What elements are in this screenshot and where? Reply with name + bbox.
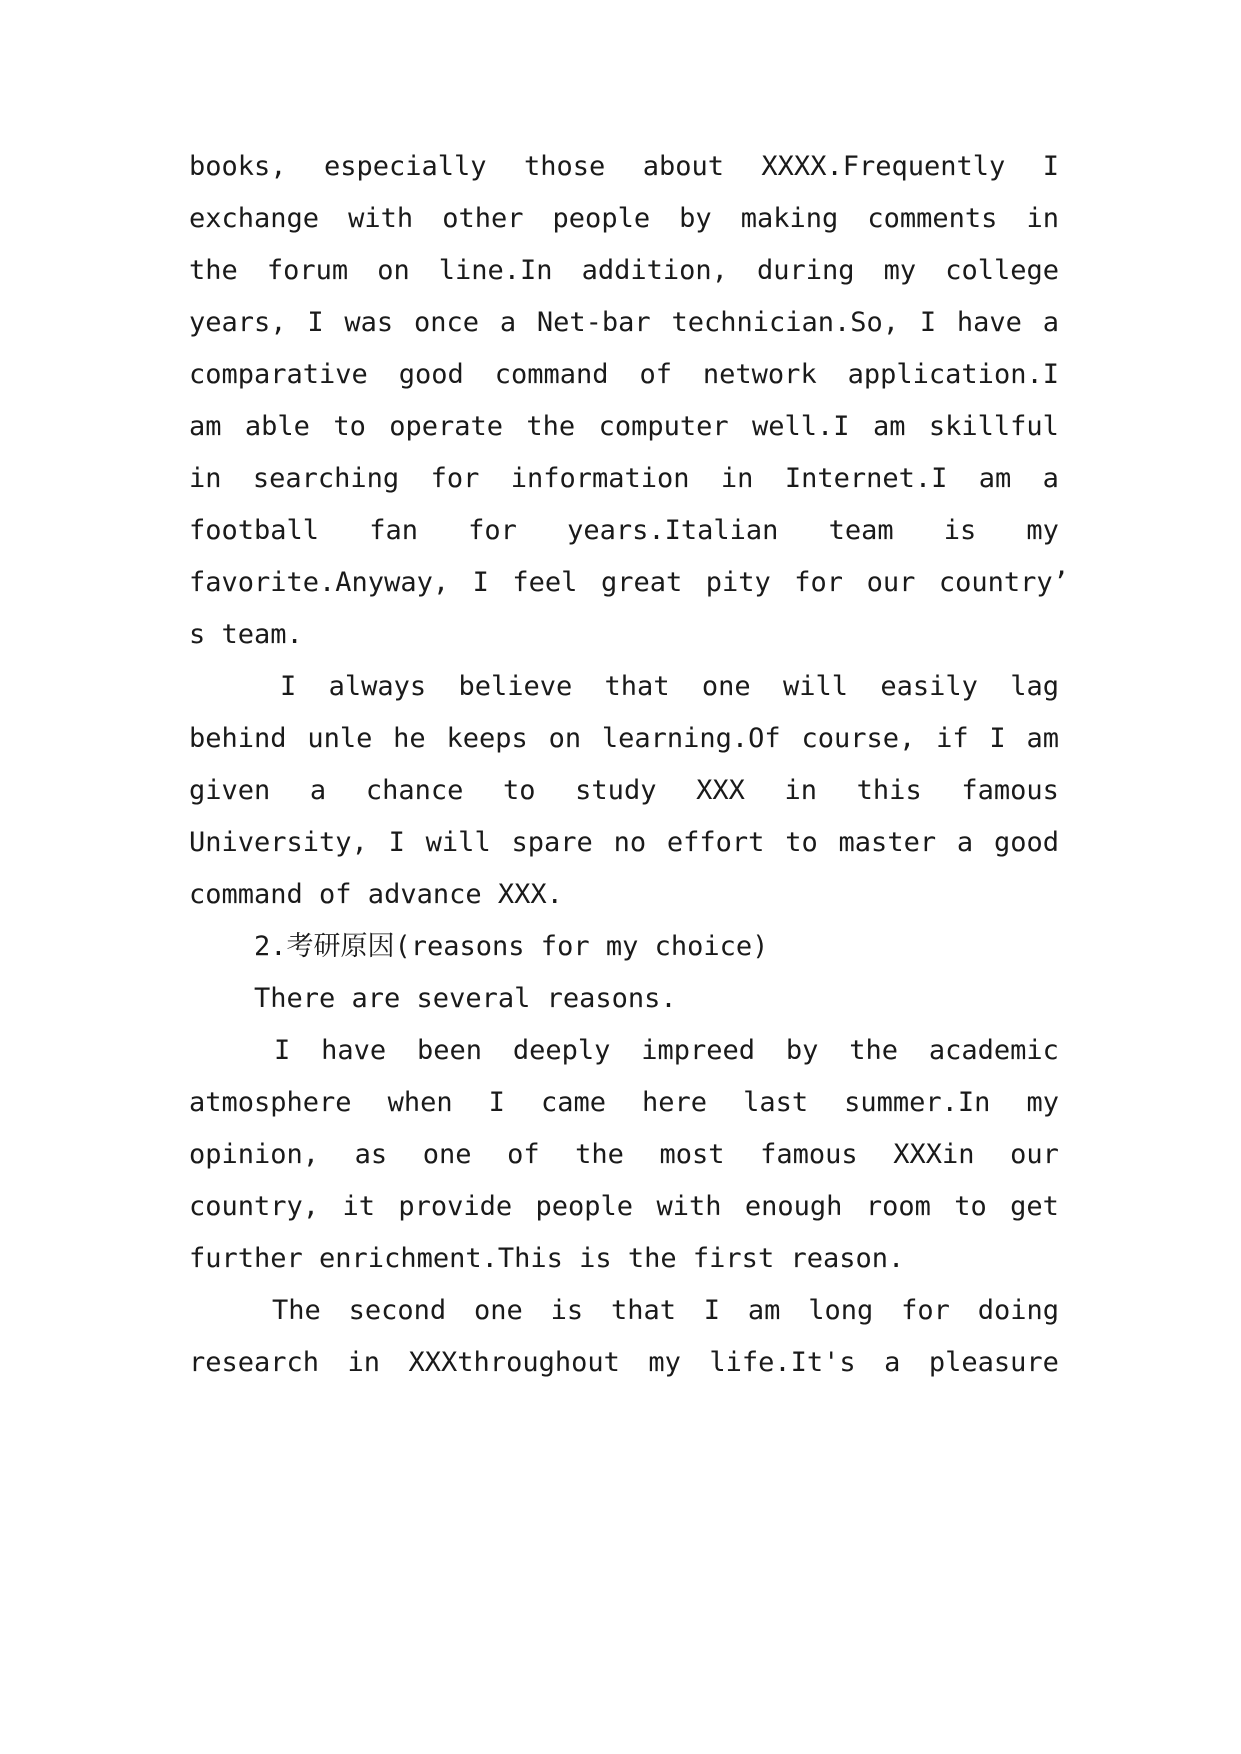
word: it xyxy=(342,1191,375,1222)
text-line xyxy=(189,147,1059,187)
word: easily xyxy=(880,671,978,702)
word: exchange xyxy=(189,203,320,234)
word: a xyxy=(1042,307,1059,338)
text-line xyxy=(189,407,1059,447)
word: given xyxy=(189,775,271,806)
word: line.In xyxy=(438,255,553,286)
word: years.Italian xyxy=(567,515,779,546)
word: I xyxy=(989,723,1006,754)
word: feel xyxy=(512,567,578,598)
word: years, xyxy=(189,307,287,338)
word: am xyxy=(872,411,906,442)
word: am xyxy=(978,463,1012,494)
word: a xyxy=(884,1347,901,1378)
text-line xyxy=(189,771,1059,811)
word: books, xyxy=(189,151,287,182)
text-line xyxy=(189,1083,1059,1123)
word: Net-bar xyxy=(536,307,651,338)
word: people xyxy=(552,203,651,234)
word: country, xyxy=(189,1191,320,1222)
word: atmosphere xyxy=(189,1087,352,1118)
word: in xyxy=(784,775,818,806)
word: to xyxy=(333,411,366,442)
word: pleasure xyxy=(928,1347,1059,1378)
word: XXX xyxy=(696,775,745,806)
word: the xyxy=(526,411,576,442)
word: am xyxy=(189,411,222,442)
word: those xyxy=(523,151,606,182)
word: am xyxy=(747,1295,781,1326)
word: of xyxy=(507,1139,540,1170)
word: XXXthroughout xyxy=(408,1347,620,1378)
text-line: There are several reasons. xyxy=(254,983,677,1014)
word: team xyxy=(828,515,894,546)
text-line xyxy=(189,563,1069,603)
word: country’ xyxy=(938,567,1069,598)
word: second xyxy=(348,1295,447,1326)
word: the xyxy=(849,1035,899,1066)
word: people xyxy=(535,1191,634,1222)
word: on xyxy=(377,255,410,286)
text-line xyxy=(189,459,1059,499)
word: chance xyxy=(365,775,464,806)
text-line xyxy=(189,1135,1059,1175)
word: if xyxy=(936,723,969,754)
word: by xyxy=(785,1035,819,1066)
word: he xyxy=(393,723,426,754)
word: doing xyxy=(977,1295,1059,1326)
word: once xyxy=(413,307,480,338)
word: operate xyxy=(389,411,504,442)
word: for xyxy=(430,463,480,494)
word: this xyxy=(856,775,922,806)
word: well.I xyxy=(752,411,850,442)
word: to xyxy=(503,775,536,806)
word: comments xyxy=(867,203,998,234)
word: information xyxy=(510,463,690,494)
word: am xyxy=(1026,723,1059,754)
word: favorite.Anyway, xyxy=(189,567,450,598)
word: University, xyxy=(189,827,368,858)
text-line: further enrichment.This is the first reason. xyxy=(189,1243,905,1274)
word: in xyxy=(347,1347,381,1378)
word: network xyxy=(702,359,817,390)
word: XXXin xyxy=(893,1139,975,1170)
word: enough xyxy=(744,1191,843,1222)
text-line xyxy=(189,823,1059,863)
word: here xyxy=(642,1087,708,1118)
word: is xyxy=(943,515,977,546)
word: to xyxy=(954,1191,987,1222)
word: command xyxy=(494,359,609,390)
word: as xyxy=(354,1139,388,1170)
word: long xyxy=(808,1295,874,1326)
word: I xyxy=(307,307,324,338)
word: will xyxy=(425,827,491,858)
word: came xyxy=(540,1087,606,1118)
word: I xyxy=(488,1087,505,1118)
word: believe xyxy=(458,671,573,702)
word: about xyxy=(642,151,724,182)
word: The xyxy=(272,1295,321,1326)
word: I xyxy=(274,1035,291,1066)
word: life.It's xyxy=(709,1347,856,1378)
word: was xyxy=(344,307,394,338)
word: spare xyxy=(511,827,593,858)
word: always xyxy=(328,671,427,702)
word: skillful xyxy=(928,411,1059,442)
paragraph-first-line xyxy=(274,1031,1059,1071)
word: lag xyxy=(1010,671,1059,702)
word: in xyxy=(720,463,754,494)
word: application.I xyxy=(847,359,1059,390)
text-line xyxy=(189,303,1059,343)
word: have xyxy=(956,307,1022,338)
word: a xyxy=(956,827,974,858)
text-line xyxy=(189,719,1059,759)
word: course, xyxy=(801,723,916,754)
word: one xyxy=(473,1295,523,1326)
word: college xyxy=(945,255,1059,286)
word: deeply xyxy=(512,1035,611,1066)
word: is xyxy=(550,1295,584,1326)
word: I xyxy=(388,827,405,858)
word: a xyxy=(309,775,327,806)
text-line xyxy=(189,199,1059,239)
word: unle xyxy=(307,723,373,754)
word: good xyxy=(398,359,464,390)
word: my xyxy=(883,255,917,286)
word: in xyxy=(1026,203,1059,234)
word: my xyxy=(1026,1087,1059,1118)
word: pity xyxy=(705,567,771,598)
word: research xyxy=(189,1347,320,1378)
word: provide xyxy=(398,1191,513,1222)
section-heading: 2.考研原因(reasons for my choice) xyxy=(254,931,769,962)
word: the xyxy=(189,255,238,286)
word: football xyxy=(189,515,320,546)
word: room xyxy=(865,1191,931,1222)
word: comparative xyxy=(189,359,368,390)
word: for xyxy=(794,567,844,598)
word: been xyxy=(416,1035,483,1066)
word: on xyxy=(548,723,582,754)
word: academic xyxy=(928,1035,1059,1066)
word: with xyxy=(656,1191,722,1222)
paragraph-first-line xyxy=(280,667,1059,707)
word: of xyxy=(639,359,672,390)
word: great xyxy=(600,567,683,598)
word: my xyxy=(1026,515,1059,546)
word: to xyxy=(785,827,818,858)
word: get xyxy=(1010,1191,1059,1222)
word: I xyxy=(472,567,489,598)
word: keeps xyxy=(446,723,528,754)
text-line: s team. xyxy=(189,619,303,650)
word: summer.In xyxy=(844,1087,991,1118)
word: during xyxy=(757,255,855,286)
word: when xyxy=(387,1087,453,1118)
word: will xyxy=(782,671,849,702)
word: opinion, xyxy=(189,1139,320,1170)
paragraph-first-line xyxy=(272,1291,1059,1331)
word: forum xyxy=(266,255,349,286)
word: technician.So, xyxy=(671,307,900,338)
word: that xyxy=(604,671,670,702)
word: I xyxy=(280,671,297,702)
word: with xyxy=(348,203,414,234)
word: learning.Of xyxy=(601,723,781,754)
word: our xyxy=(866,567,916,598)
word: one xyxy=(701,671,751,702)
word: making xyxy=(740,203,839,234)
word: other xyxy=(442,203,524,234)
text-line xyxy=(189,1343,1059,1383)
word: one xyxy=(422,1139,472,1170)
word: have xyxy=(321,1035,387,1066)
word: for xyxy=(901,1295,950,1326)
word: famous xyxy=(760,1139,858,1170)
text-line xyxy=(189,251,1059,291)
text-line xyxy=(189,355,1059,395)
word: by xyxy=(679,203,712,234)
word: study xyxy=(575,775,657,806)
word: a xyxy=(1042,463,1059,494)
word: especially xyxy=(323,151,487,182)
word: the xyxy=(575,1139,624,1170)
word: able xyxy=(244,411,310,442)
word: effort xyxy=(666,827,765,858)
word: computer xyxy=(598,411,729,442)
word: that xyxy=(610,1295,676,1326)
word: in xyxy=(189,463,222,494)
word: fan xyxy=(369,515,418,546)
word: my xyxy=(648,1347,681,1378)
word: addition, xyxy=(581,255,728,286)
word: last xyxy=(743,1087,809,1118)
word: a xyxy=(499,307,517,338)
text-line xyxy=(189,1187,1059,1227)
word: XXXX.Frequently xyxy=(761,151,1006,182)
word: good xyxy=(993,827,1059,858)
word: searching xyxy=(252,463,400,494)
word: I xyxy=(703,1295,721,1326)
word: I xyxy=(1042,151,1059,182)
text-line: command of advance XXX. xyxy=(189,879,563,910)
word: famous xyxy=(961,775,1059,806)
word: our xyxy=(1010,1139,1059,1170)
word: master xyxy=(838,827,937,858)
word: most xyxy=(659,1139,725,1170)
word: no xyxy=(613,827,647,858)
word: behind xyxy=(189,723,287,754)
word: I xyxy=(919,307,937,338)
text-line xyxy=(189,511,1059,551)
word: impreed xyxy=(641,1035,756,1066)
word: for xyxy=(468,515,517,546)
word: Internet.I xyxy=(784,463,948,494)
